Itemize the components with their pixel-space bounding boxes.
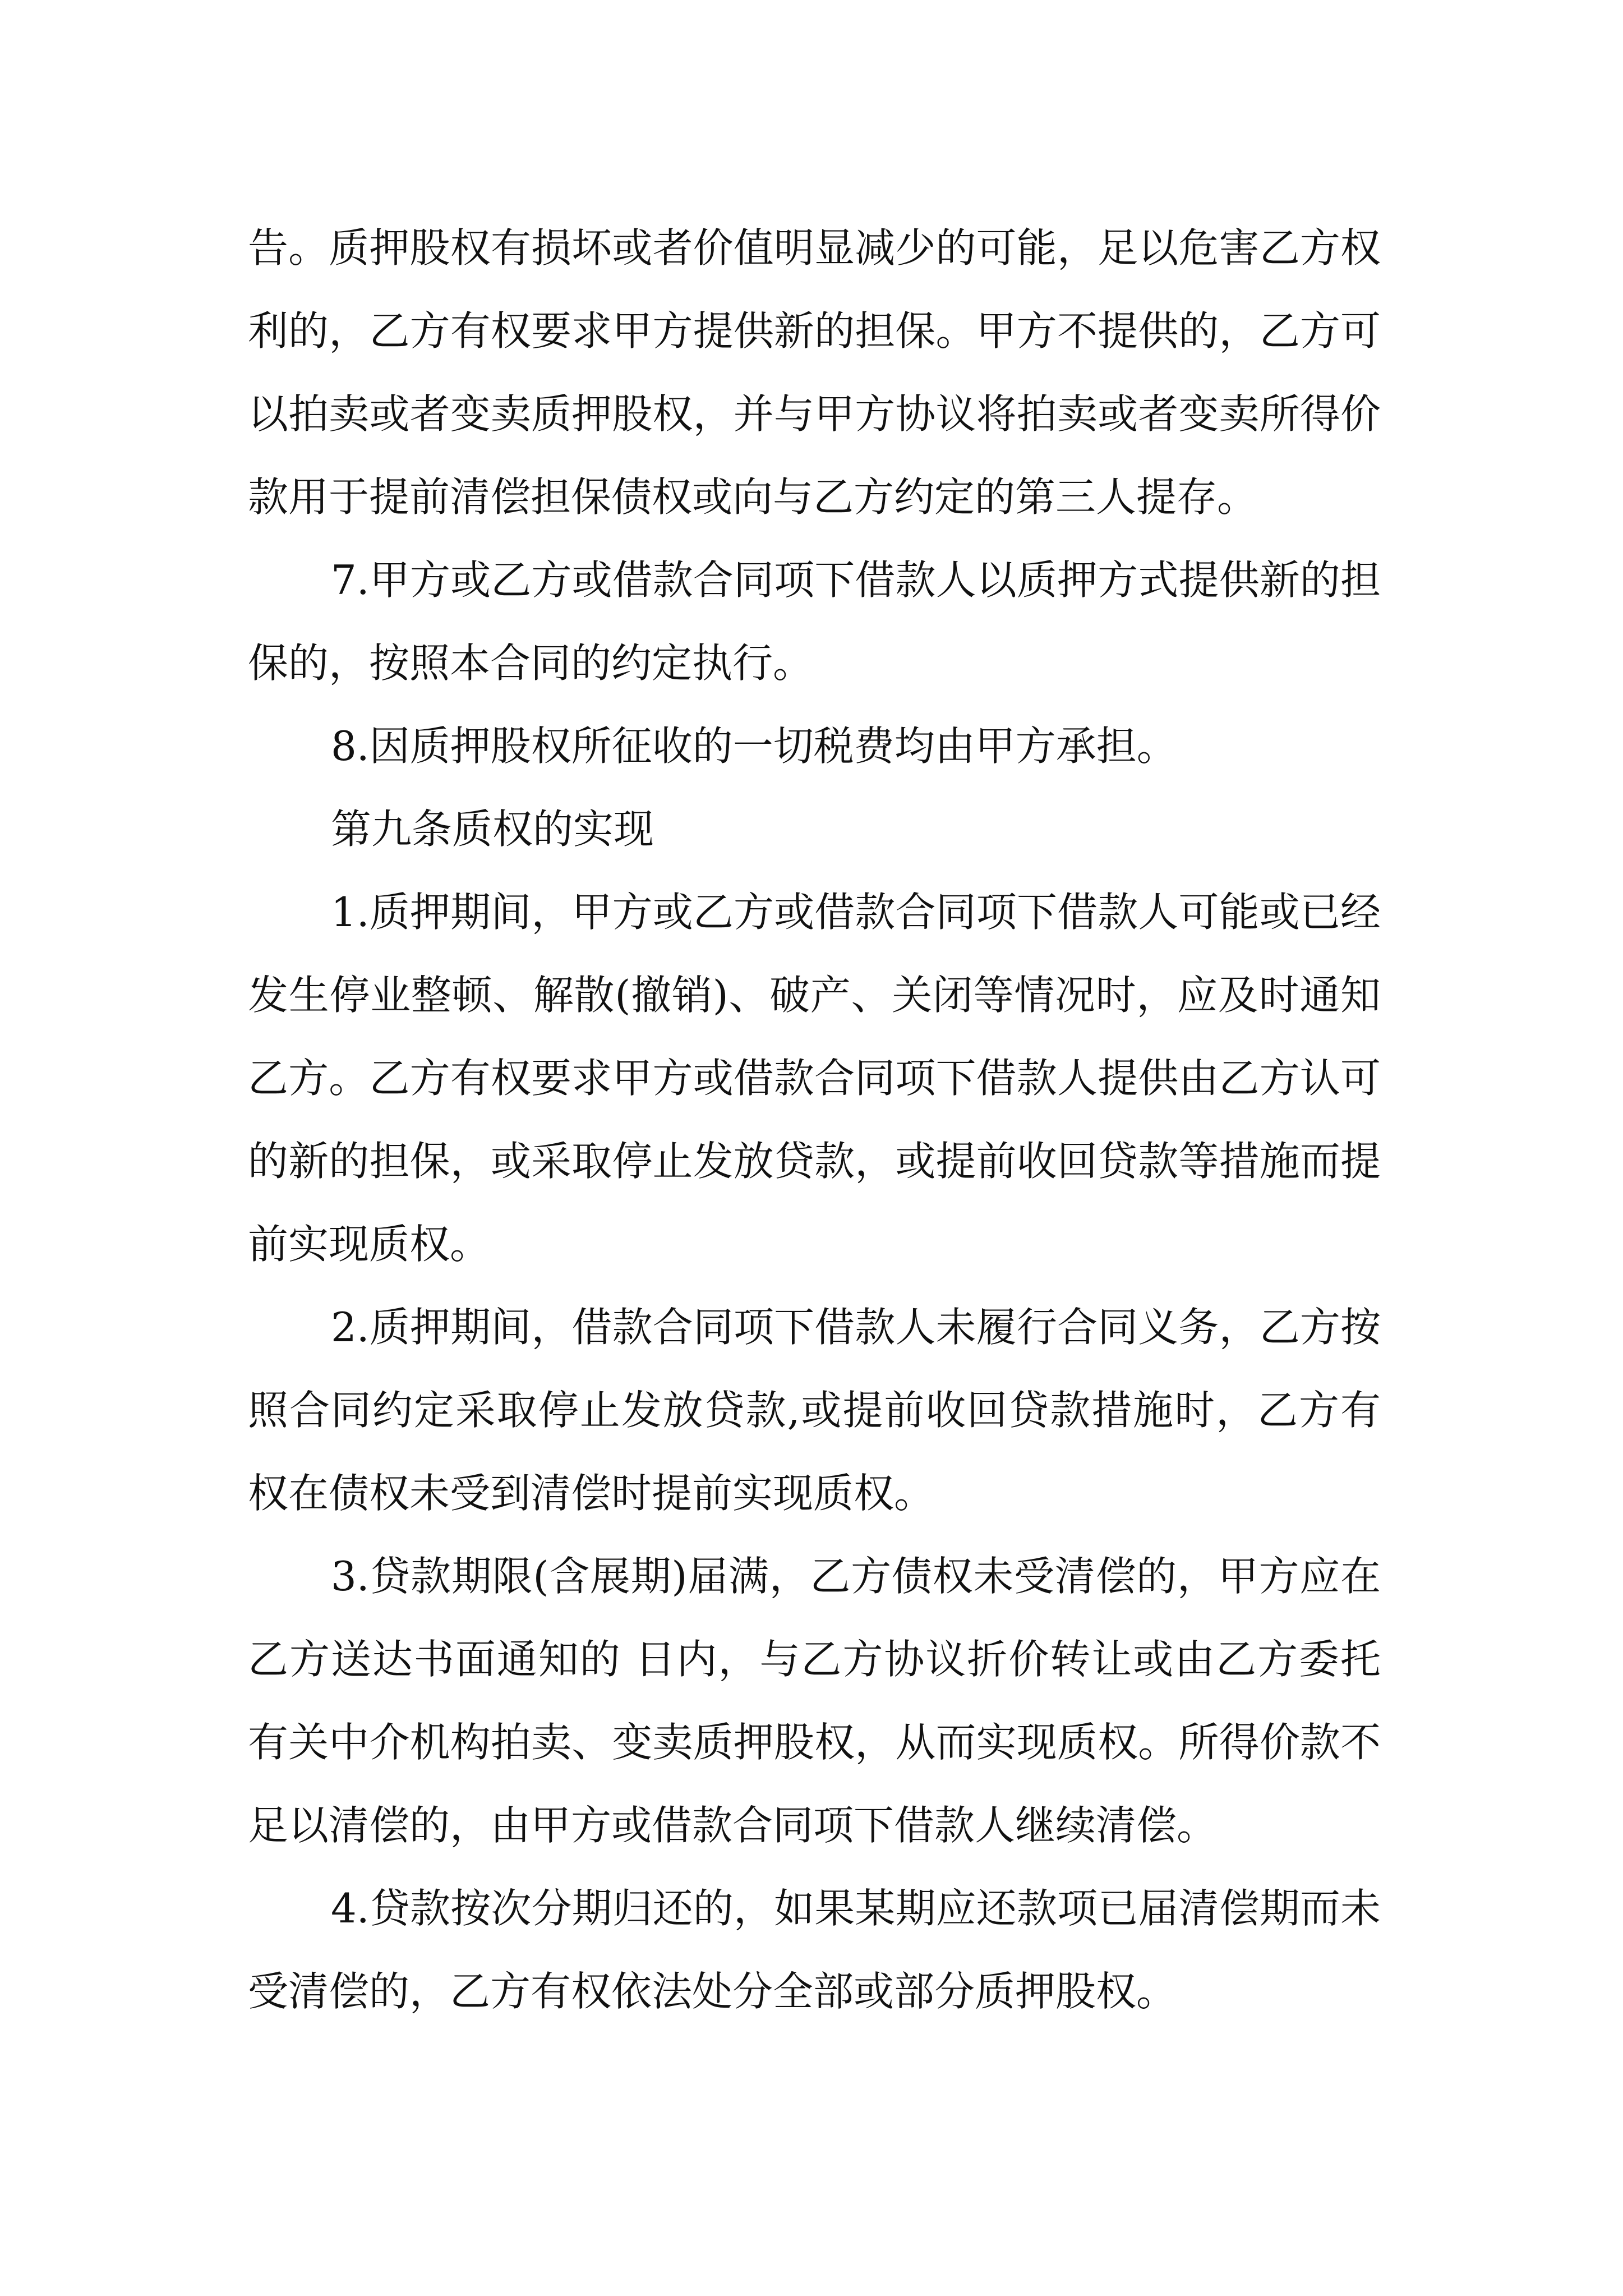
section-heading-article-9: 第九条质权的实现 [331,806,654,853]
paragraph-item-3: 3.贷款期限(含展期)届满，乙方债权未受清偿的，甲方应在乙方送达书面通知的 日内，与乙方协议折价转让或由乙方委托有关中介机构拍卖、变卖质押股权，从而实现质权。所得价款不足以清偿的，由甲方或借款合同项下借款人继续清偿。 [248,1553,1381,1849]
paragraph-continuation: 告。质押股权有损坏或者价值明显减少的可能，足以危害乙方权利的，乙方有权要求甲方提供新的担保。甲方不提供的，乙方可以拍卖或者变卖质押股权，并与甲方协议将拍卖或者变卖所得价款用于提前清偿担保债权或向与乙方约定的第三人提存。 [248,224,1381,521]
paragraph-item-1: 1.质押期间，甲方或乙方或借款合同项下借款人可能或已经发生停业整顿、解散(撤销)、破产、关闭等情况时，应及时通知乙方。乙方有权要求甲方或借款合同项下借款人提供由乙方认可的新的担保，或采取停止发放贷款，或提前收回贷款等措施而提前实现质权。 [248,889,1381,1268]
paragraph-item-4: 4.贷款按次分期归还的，如果某期应还款项已届清偿期而未受清偿的，乙方有权依法处分全部或部分质押股权。 [248,1885,1381,2015]
paragraph-item-7: 7.甲方或乙方或借款合同项下借款人以质押方式提供新的担保的，按照本合同的约定执行。 [248,556,1381,687]
paragraph-item-2: 2.质押期间，借款合同项下借款人未履行合同义务，乙方按照合同约定采取停止发放贷款,或提前收回贷款措施时，乙方有权在债权未受到清偿时提前实现质权。 [248,1304,1381,1517]
document-body [248,206,1381,2033]
paragraph-item-8: 8.因质押股权所征收的一切税费均由甲方承担。 [331,723,1177,770]
